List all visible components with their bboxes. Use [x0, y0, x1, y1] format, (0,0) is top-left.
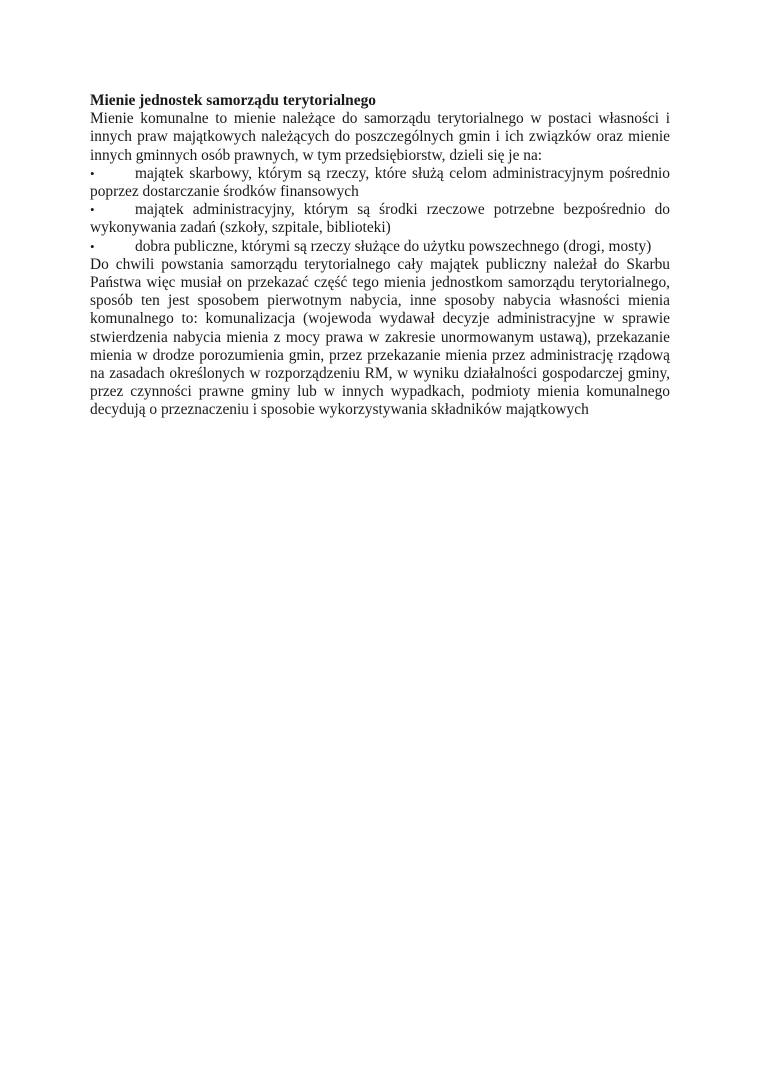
- list-item-text: majątek administracyjny, którym są środki rzeczowe potrzebne bezpośrednio do wykonywania zadań (szkoły, szpitale, biblioteki): [90, 201, 670, 237]
- bullet-icon: •: [90, 165, 95, 181]
- document-title: Mienie jednostek samorządu terytorialnego: [90, 92, 376, 109]
- list-item: [90, 201, 670, 237]
- list-item: [90, 165, 670, 201]
- list-item-text: dobra publiczne, którymi są rzeczy służące do użytku powszechnego (drogi, mosty): [135, 237, 652, 255]
- asset-types-list: [90, 165, 670, 256]
- intro-paragraph: Mienie komunalne to mienie należące do samorządu terytorialnego w postaci własności i innych praw majątkowych należących do poszczególnych gmin i ich związków oraz mienie innych gminnych osób prawnych, w tym przedsiębiorstw, dzieli się je na:: [90, 110, 670, 164]
- list-item-text: majątek skarbowy, którym są rzeczy, które służą celom administracyjnym pośrednio poprzez dostarczanie środków finansowych: [90, 164, 670, 201]
- closing-paragraph: Do chwili powstania samorządu terytorialnego cały majątek publiczny należał do Skarbu Państwa więc musiał on przekazać część tego mienia jednostkom samorządu terytorialnego, sposób ten jest sposobem pierwotnym nabycia, inne sposoby nabycia własności mienia komunalnego to: komunalizacja (wojewoda wydawał decyzje administracyjne w sprawie stwierdzenia nabycia mienia z mocy prawa w zakresie unormowanym ustawą), przekazanie mienia w drodze porozumienia gmin, przez przekazanie mienia przez administrację rządową na zasadach określonych w rozporządzeniu RM, w wyniku działalności gospodarczej gminy, przez czynności prawne gminy lub w innych wypadkach, podmioty mienia komunalnego decydują o przeznaczeniu i sposobie wykorzystywania składników majątkowych: [90, 255, 670, 419]
- bullet-icon: •: [90, 202, 95, 218]
- list-item: [90, 238, 670, 256]
- document-body: [90, 92, 670, 420]
- bullet-icon: •: [90, 238, 95, 254]
